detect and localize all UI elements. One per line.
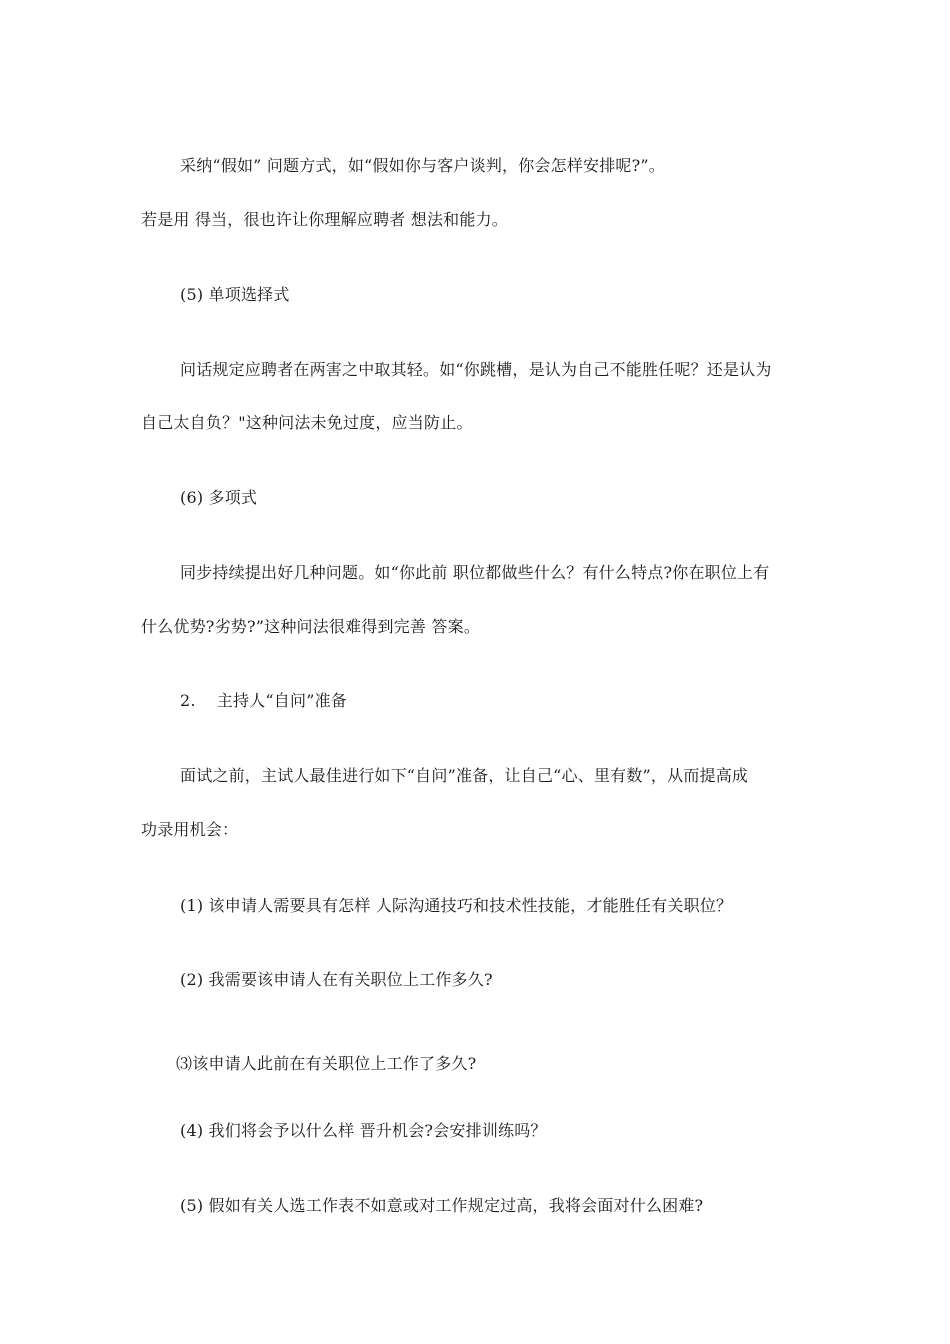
list-item-4: (4) 我们将会予以什么样 晋升机会?会安排训练吗？ xyxy=(180,1121,547,1140)
paragraph-line-3: 问话规定应聘者在两害之中取其轻。如“你跳槽，是认为自己不能胜任呢？还是认为 xyxy=(180,360,772,379)
paragraph-line-4: 自己太自负？"这种问法未免过度，应当防止。 xyxy=(141,413,473,432)
section-heading-6: (6) 多项式 xyxy=(180,488,258,507)
paragraph-line-2: 若是用 得当，很也许让你理解应聘者 想法和能力。 xyxy=(141,210,508,229)
paragraph-line-6: 什么优势?劣势?”这种问法很难得到完善 答案。 xyxy=(141,617,481,636)
section-heading-2: 2. 主持人“自问”准备 xyxy=(180,691,347,710)
list-item-3: ⑶该申请人此前在有关职位上工作了多久? xyxy=(176,1054,477,1073)
section-heading-5: (5) 单项选择式 xyxy=(180,285,290,304)
paragraph-line-5: 同步持续提出好几种问题。如“你此前 职位都做些什么？有什么特点?你在职位上有 xyxy=(180,563,770,582)
list-item-1: (1) 该申请人需要具有怎样 人际沟通技巧和技术性技能，才能胜任有关职位？ xyxy=(180,896,733,915)
list-item-5: (5) 假如有关人选工作表不如意或对工作规定过高，我将会面对什么困难? xyxy=(180,1196,704,1215)
paragraph-line-1: 采纳“假如” 问题方式，如“假如你与客户谈判，你会怎样安排呢?”。 xyxy=(180,156,665,175)
paragraph-line-8: 功录用机会： xyxy=(141,820,239,839)
paragraph-line-7: 面试之前，主试人最佳进行如下“自问”准备，让自己“心、里有数”，从而提高成 xyxy=(180,766,749,785)
list-item-2: (2) 我需要该申请人在有关职位上工作多久? xyxy=(180,970,493,989)
